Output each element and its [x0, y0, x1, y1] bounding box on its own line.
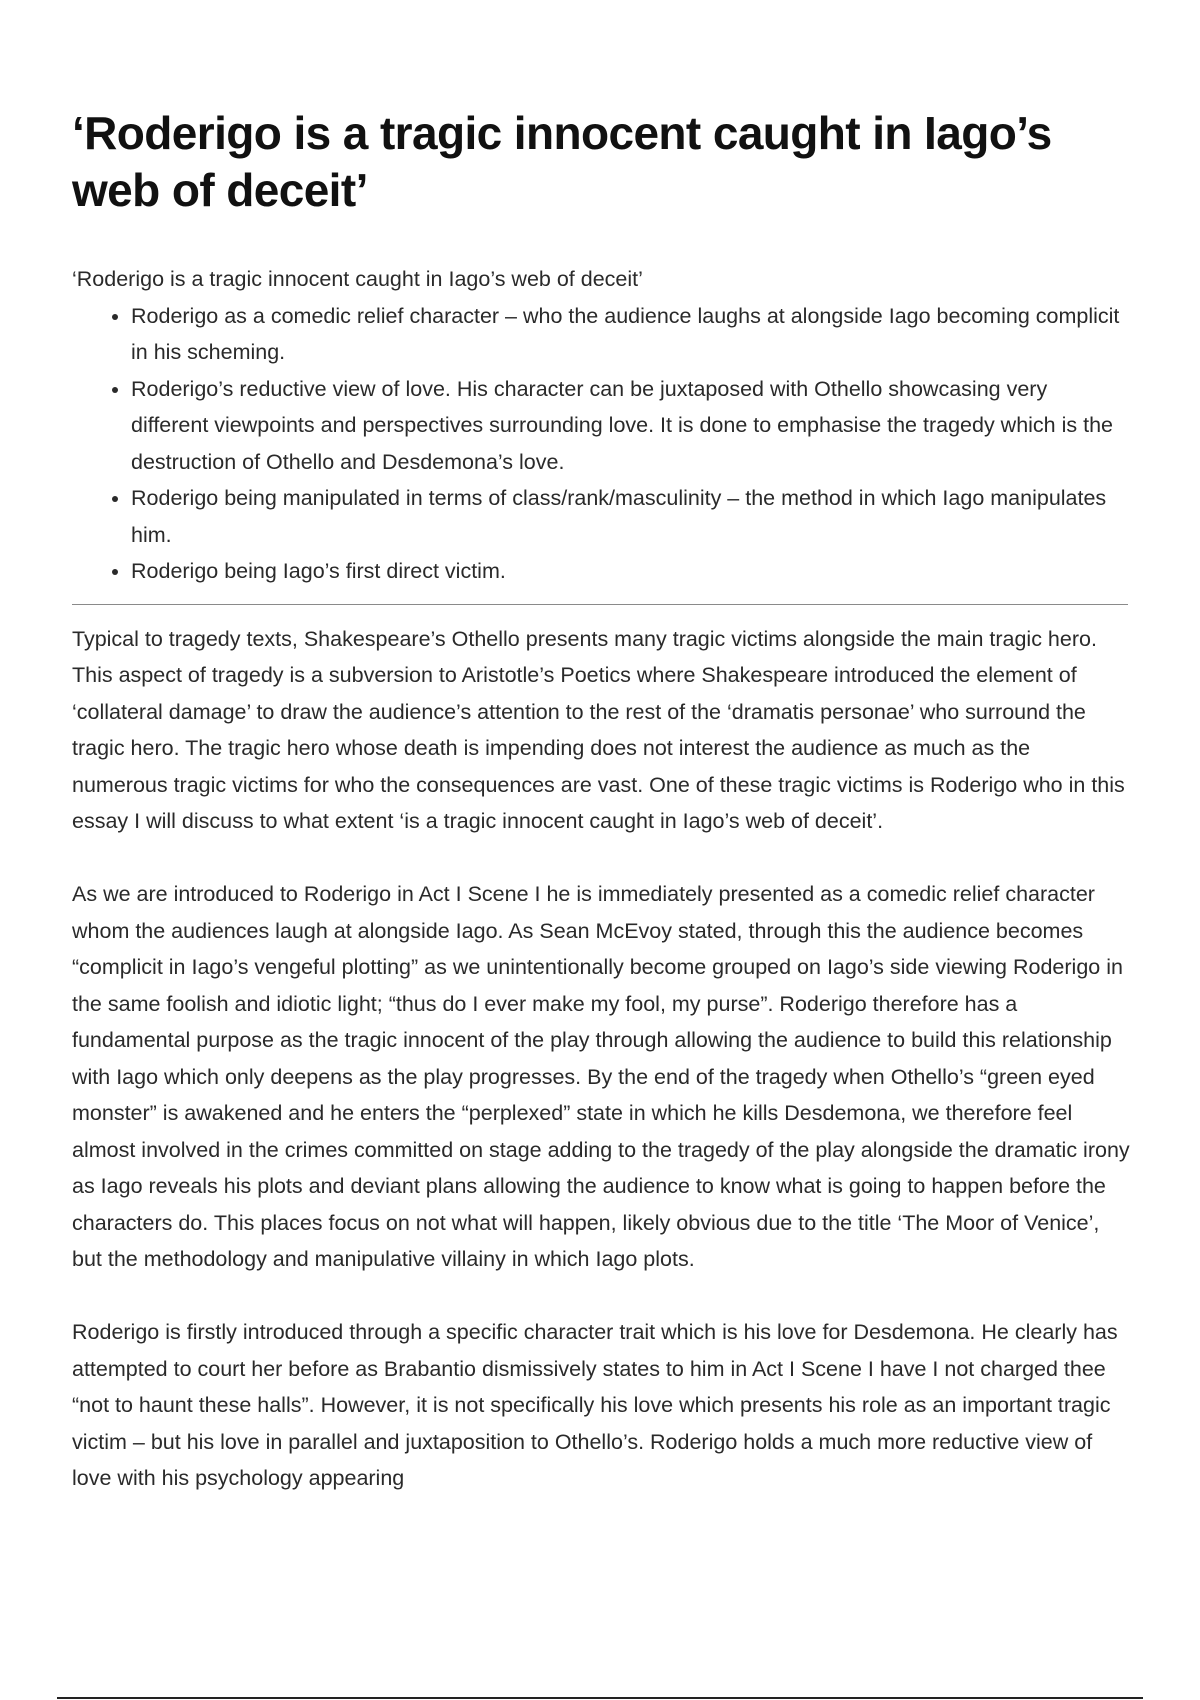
document-content [72, 105, 1130, 1533]
intro-line: ‘Roderigo is a tragic innocent caught in Iago’s web of deceit’ [72, 267, 643, 291]
body-paragraph-1: Typical to tragedy texts, Shakespeare’s Othello presents many tragic victims alongside the main tragic hero. This aspect of tragedy is a subversion to Aristotle’s Poetics where Shakespeare introduced the element of ‘collateral damage’ to draw the audience’s attention to the rest of the ‘dramatis personae’ who surround the tragic hero. The tragic hero whose death is impending does not interest the audience as much as the numerous tragic victims for who the consequences are vast. One of these tragic victims is Roderigo who in this essay I will discuss to what extent ‘is a tragic innocent caught in Iago’s web of deceit’. [72, 626, 1125, 833]
section-divider [72, 604, 1128, 605]
body-paragraph-3: Roderigo is firstly introduced through a specific character trait which is his love for Desdemona. He clearly has attempted to court her before as Brabantio dismissively states to him in Act I Scene I have I not charged thee “not to haunt these halls”. However, it is not specifically his love which presents his role as an important tragic victim – but his love in parallel and juxtaposition to Othello’s. Roderigo holds a much more reductive view of love with his psychology appearing [72, 1320, 1118, 1490]
key-point: • Roderigo being Iago’s first direct victim. [131, 553, 1130, 590]
key-point: • Roderigo being manipulated in terms of class/rank/masculinity – the method in which Iago manipulates him. [131, 480, 1130, 553]
document-title: ‘Roderigo is a tragic innocent caught in Iago’s web of deceit’ [72, 107, 1052, 216]
key-points-list [72, 298, 1130, 590]
body-paragraph-2: As we are introduced to Roderigo in Act I Scene I he is immediately presented as a comedic relief character whom the audiences laugh at alongside Iago. As Sean McEvoy stated, through this the audience becomes “complicit in Iago’s vengeful plotting” as we unintentionally become grouped on Iago’s side viewing Roderigo in the same foolish and idiotic light; “thus do I ever make my fool, my purse”. Roderigo therefore has a fundamental purpose as the tragic innocent of the play through allowing the audience to build this relationship with Iago which only deepens as the play progresses. By the end of the tragedy when Othello’s “green eyed monster” is awakened and he enters the “perplexed” state in which he kills Desdemona, we therefore feel almost involved in the crimes committed on stage adding to the tragedy of the play alongside the dramatic irony as Iago reveals his plots and deviant plans allowing the audience to know what is going to happen before the characters do. This places focus on not what will happen, likely obvious due to the title ‘The Moor of Venice’, but the methodology and manipulative villainy in which Iago plots. [72, 882, 1130, 1271]
key-point: • Roderigo’s reductive view of love. His character can be juxtaposed with Othello showcasing very different viewpoints and perspectives surrounding love. It is done to emphasise the tragedy which is the destruction of Othello and Desdemona’s love. [131, 371, 1130, 481]
key-point: • Roderigo as a comedic relief character – who the audience laughs at alongside Iago becoming complicit in his scheming. [131, 298, 1130, 371]
page-bottom-rule [57, 1697, 1143, 1699]
